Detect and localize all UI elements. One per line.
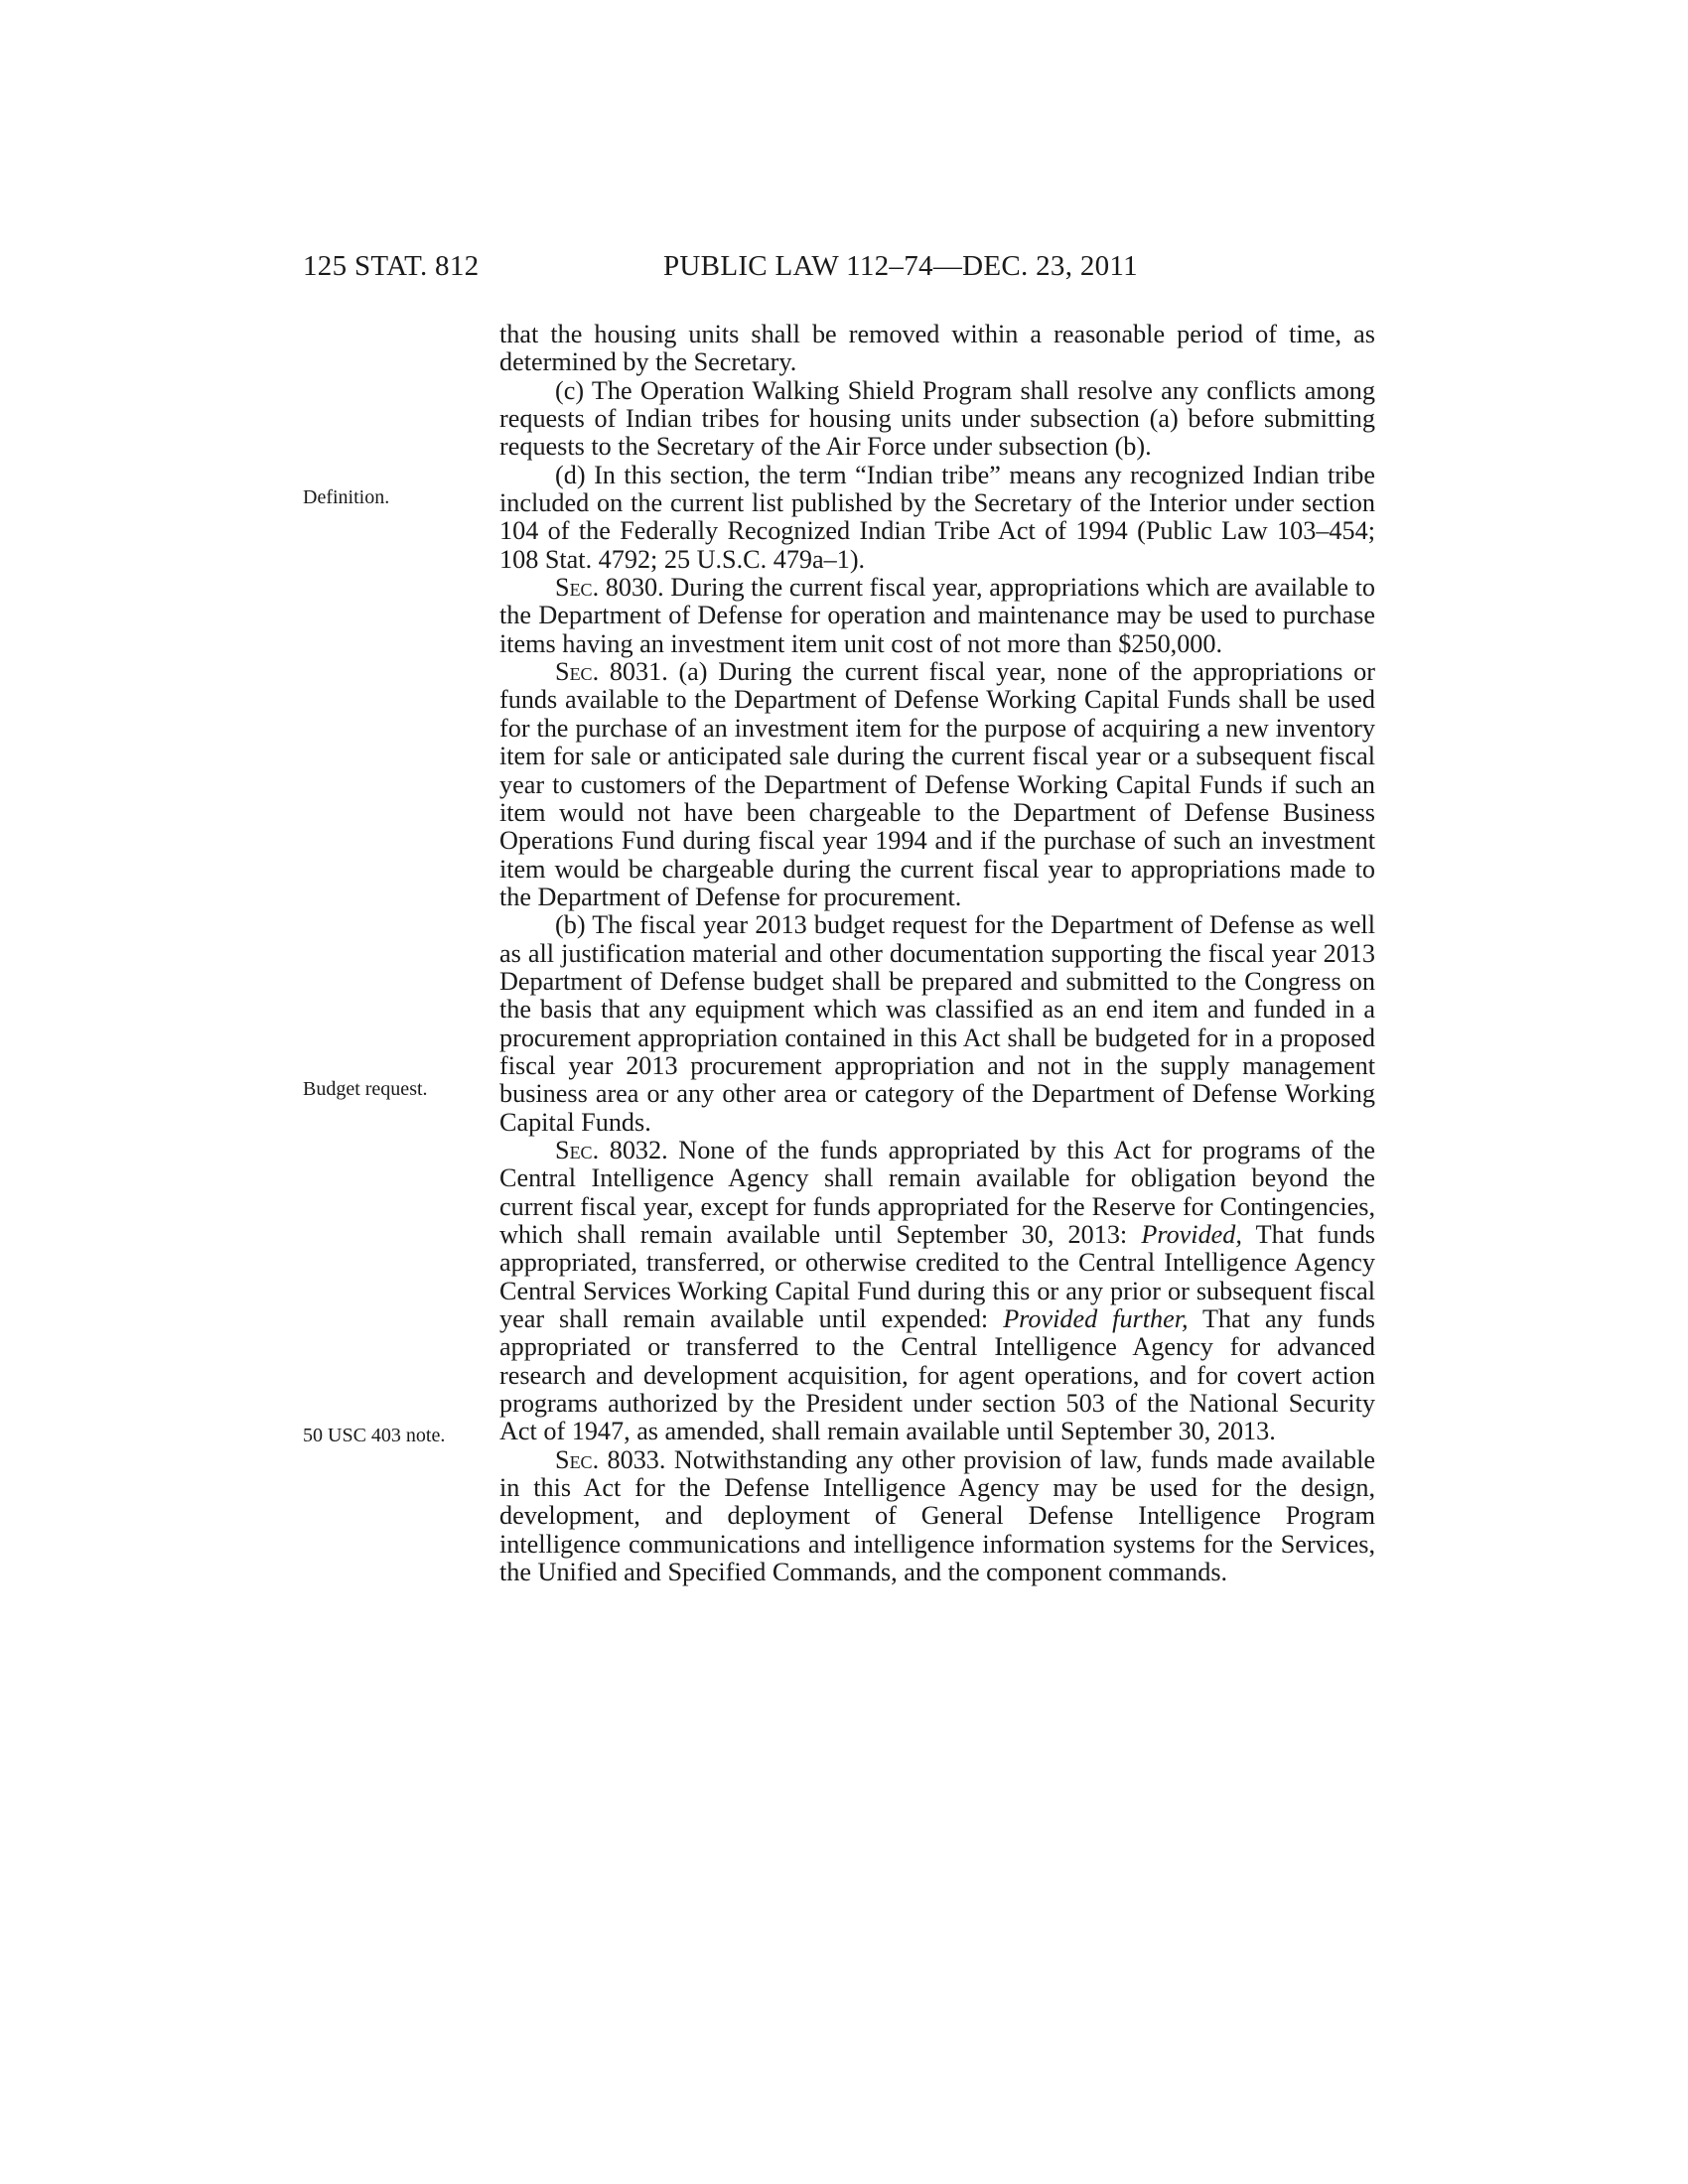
paragraph-continued: that the housing units shall be removed within a reasonable period of time, as determined by the Secretary. [499,320,1375,377]
section-8032-text-2: That funds appropriated, transferred, or otherwise credited to the Central Intelligence Agency Central Services Working Capital Fund during this or any prior or subsequent fiscal year shall remain available until expended: [499,1220,1375,1334]
section-8031-a [499,658,1375,911]
section-8032-provided: Provided, [1141,1220,1242,1249]
section-8032-provided-further: Provided further, [1003,1304,1189,1334]
section-8033 [499,1446,1375,1587]
section-8031-a-text: (a) During the current fiscal year, none of the appropriations or funds available to the Department of Defense Working Capital Funds shall be used for the purchase of an investment item for the purpose of acquiring a new inventory item for sale or anticipated sale during the current fiscal year or a subsequent fiscal year to customers of the Department of Defense Working Capital Funds if such an item would not have been chargeable to the Department of Defense Business Operations Fund during fiscal year 1994 and if the purchase of such an investment item would be chargeable during the current fiscal year to appropriations made to the Department of Defense for procurement. [499,657,1375,911]
paragraph-c: (c) The Operation Walking Shield Program shall resolve any conflicts among requests of Indian tribes for housing units under subsection (a) before submitting requests to the Secretary of the Air Force under subsection (b). [499,375,1375,462]
stat-citation: 125 STAT. 812 [303,250,480,282]
section-8032 [499,1137,1375,1446]
section-8031-b: (b) The fiscal year 2013 budget request for the Department of Defense as well as all justification material and other documentation supporting the fiscal year 2013 Department of Defense budget shall be prepared and submitted to the Congress on the basis that any equipment which was classified as an end item and funded in a procurement appropriation contained in this Act shall be budgeted for in a proposed fiscal year 2013 procurement appropriation and not in the supply management business area or any other area or category of the Department of Defense Working Capital Funds. [499,910,1375,1137]
section-8033-text: Notwithstanding any other provision of law, funds made available in this Act for the Defense Intelligence Agency may be used for the design, development, and deployment of General Defense Intelligence Program intelligence communications and intelligence information systems for the Services, the Unified and Specified Commands, and the component commands. [499,1444,1375,1587]
margin-note-budget-request: Budget request. [303,1078,428,1100]
section-8031-label: Sec. 8031. [555,657,668,687]
section-8030-text: During the current fiscal year, appropriations which are available to the Department of Defense for operation and maintenance may be used to purchase items having an investment item unit cost of not more than $250,000. [499,573,1375,658]
paragraph-d: (d) In this section, the term “Indian tribe” means any recognized Indian tribe included on the current list published by the Secretary of the Interior under section 104 of the Federally Recognized Indian Tribe Act of 1994 (Public Law 103–454; 108 Stat. 4792; 25 U.S.C. 479a–1). [499,460,1375,574]
section-8030 [499,574,1375,658]
body-text [499,321,1375,1586]
section-8030-label: Sec. 8030. [555,573,664,603]
page-header [303,250,1375,290]
page-title: PUBLIC LAW 112–74—DEC. 23, 2011 [663,250,1138,282]
section-8032-text-3: That any funds appropriated or transferred to the Central Intelligence Agency for advanced research and development acquisition, for agent operations, and for covert action programs authorized by the President under section 503 of the National Security Act of 1947, as amended, shall remain available until September 30, 2013. [499,1304,1375,1446]
section-8032-label: Sec. 8032. [555,1135,668,1164]
section-8032-text-1: None of the funds appropriated by this Act for programs of the Central Intelligence Agency shall remain available for obligation beyond the current fiscal year, except for funds appropriated for the Reserve for Contingencies, which shall remain available until September 30, 2013: [499,1135,1375,1249]
margin-note-usc: 50 USC 403 note. [303,1425,446,1446]
section-8033-label: Sec. 8033. [555,1444,666,1474]
margin-note-definition: Definition. [303,486,390,508]
